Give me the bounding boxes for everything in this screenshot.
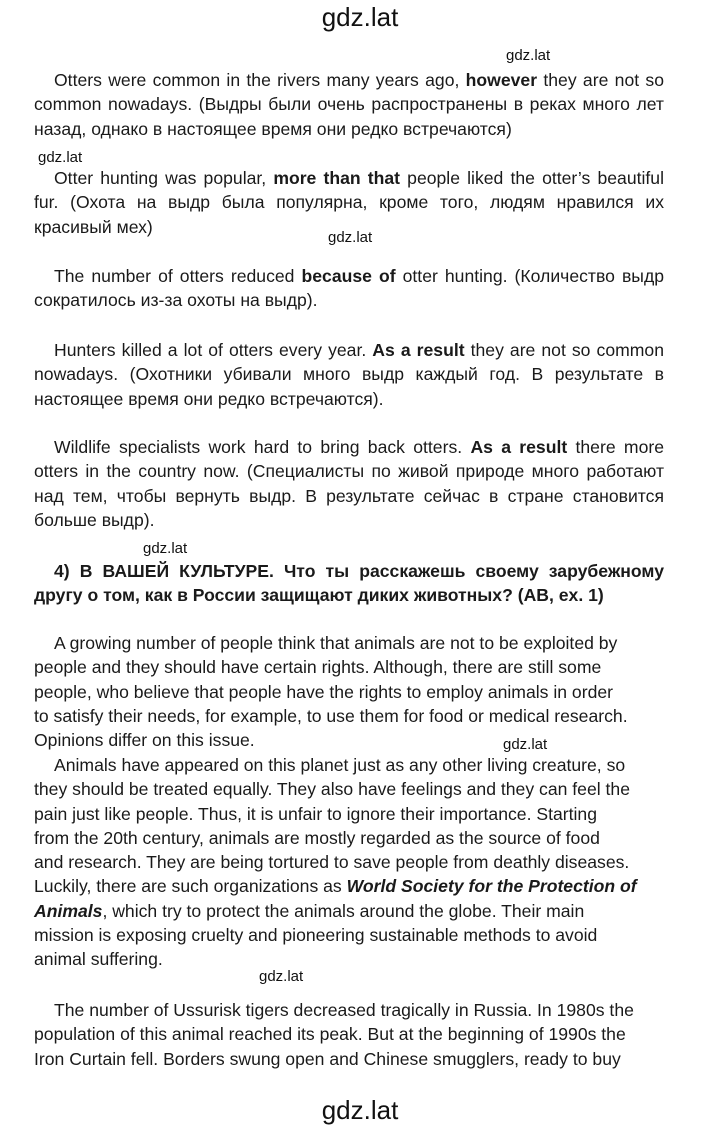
watermark: gdz.lat <box>328 229 373 246</box>
text-line: people and they should have certain rights. Although, there are still some <box>34 657 602 678</box>
essay-paragraph-ussurisk-tigers <box>34 998 664 1071</box>
essay-paragraph-animals-equal <box>34 753 664 972</box>
watermark: gdz.lat <box>259 968 304 985</box>
text-line: Animals have appeared on this planet just as any other living creature, so <box>54 755 626 775</box>
text-segment: Wildlife specialists work hard to bring back otters. <box>54 437 471 457</box>
text-segment: , which try to protect the animals around the globe. Their main <box>102 900 585 921</box>
paragraph-otters-reduced <box>34 264 664 313</box>
watermark: gdz.lat <box>506 47 551 64</box>
text-segment: Hunters killed a lot of otters every year. <box>54 340 373 360</box>
text-segment: there more otters in the country now. (Специалисты по живой природе много работают над тем, чтобы вернуть выдр. В результате сейчас в стране становится больше выдр). <box>34 437 664 530</box>
linking-word: because of <box>301 266 396 286</box>
text-segment: otter hunting. (Количество выдр сократилось из-за охоты на выдр). <box>34 266 664 311</box>
paragraph-otters-common <box>34 68 664 141</box>
watermark: gdz.lat <box>503 736 548 753</box>
linking-word: As a result <box>372 340 465 360</box>
site-header: gdz.lat <box>321 2 399 32</box>
text-segment: The number of otters reduced <box>54 266 302 286</box>
text-line: pain just like people. Thus, it is unfair to ignore their importance. Starting <box>34 803 597 824</box>
text-line: Iron Curtain fell. Borders swung open and Chinese smugglers, ready to buy <box>34 1048 621 1069</box>
organization-name: Animals <box>34 900 103 921</box>
text-line: and research. They are being tortured to save people from deathly diseases. <box>34 852 630 873</box>
organization-name: World Society for the Protection of <box>346 876 637 897</box>
text-segment: they are not so common nowadays. (Охотники убивали много выдр каждый год. В результате в настоящее время они редко встречаются). <box>34 340 664 409</box>
paragraph-hunters <box>34 338 664 411</box>
text-segment: people liked the otter’s beautiful fur. (Охота на выдр была популярна, кроме того, людям нравился их красивый мех) <box>34 168 664 237</box>
text-line: animal suffering. <box>34 949 163 970</box>
linking-word: more than that <box>273 168 401 188</box>
text-segment: they are not so common nowadays. (Выдры были очень распространены в реках много лет назад, однако в настоящее время они редко встречаются) <box>34 70 664 139</box>
text-line <box>34 874 664 898</box>
text-line: population of this animal reached its peak. But at the beginning of 1990s the <box>34 1024 626 1045</box>
text-line: A growing number of people think that animals are not to be exploited by <box>54 633 618 653</box>
section-heading: 4) В ВАШЕЙ КУЛЬТУРЕ. Что ты расскажешь своему зарубежному другу о том, как в России защищают диких животных? (AB, ex. 1) <box>34 561 664 606</box>
watermark: gdz.lat <box>143 540 188 557</box>
text-line <box>34 899 664 923</box>
watermark: gdz.lat <box>38 149 83 166</box>
text-line: The number of Ussurisk tigers decreased tragically in Russia. In 1980s the <box>54 1000 634 1020</box>
text-line: mission is exposing cruelty and pioneering sustainable methods to avoid <box>34 925 598 946</box>
text-segment: Luckily, there are such organizations as <box>34 876 347 897</box>
text-line: Opinions differ on this issue. <box>34 730 255 751</box>
text-line: people, who believe that people have the rights to employ animals in order <box>34 681 613 702</box>
linking-word: however <box>465 70 538 90</box>
linking-word: As a result <box>470 437 568 457</box>
text-line: to satisfy their needs, for example, to use them for food or medical research. <box>34 705 628 726</box>
paragraph-wildlife-specialists <box>34 435 664 532</box>
text-segment: Otters were common in the rivers many years ago, <box>54 70 466 90</box>
essay-paragraph-animal-rights <box>34 631 664 752</box>
site-footer: gdz.lat <box>321 1095 399 1125</box>
text-line: from the 20th century, animals are mostly regarded as the source of food <box>34 827 600 848</box>
text-line: they should be treated equally. They also have feelings and they can feel the <box>34 779 630 800</box>
text-segment: Otter hunting was popular, <box>54 168 274 188</box>
paragraph-otter-hunting <box>34 166 664 239</box>
